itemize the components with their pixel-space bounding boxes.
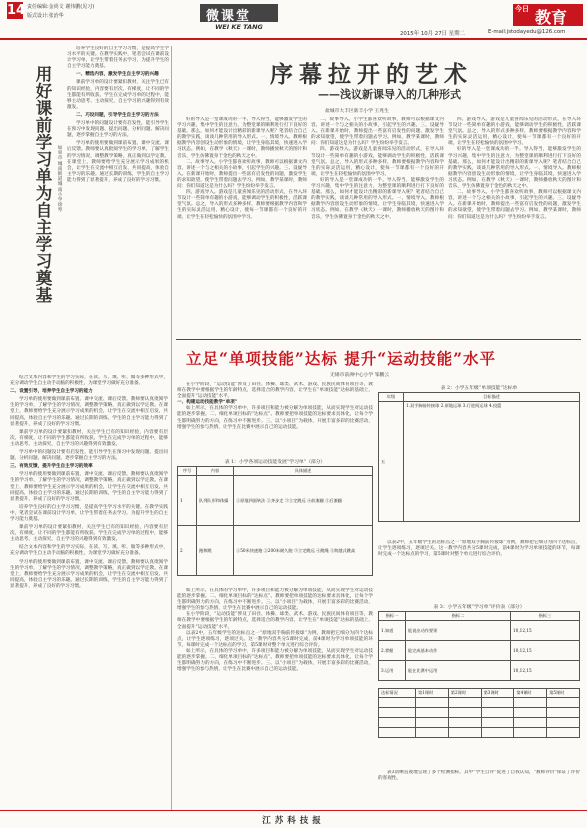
table2-cell: 1.双手胸前传接球 2.原地运球 3.行进间运球 4.投篮 — [404, 402, 580, 522]
email-line: E-mail:jstodayedu@126.com — [488, 29, 566, 35]
table2-caption: 表 2：小学五年级“单项技能”达标单 — [440, 386, 518, 391]
score-cell: 第2课时 — [448, 689, 481, 698]
table3-cell: 1.知道 — [379, 621, 406, 641]
table-row — [379, 661, 580, 681]
second-article-title: 立足“单项技能”达标 提升“运动技能”水平 — [186, 349, 497, 368]
table1-cell: 1 — [178, 476, 197, 526]
table2-header-cell: 年级 — [379, 393, 404, 402]
table-row — [379, 641, 580, 661]
main-article-col3: 四、游戏导入。游戏是儿童喜闻乐见的活动形式，在导入环节设计一些简单有趣的小游戏，能够调动学生的积极性，活跃课堂气氛。总之，导入的形式多种多样，教师要根据教学内容和学生的实际灵活运用，精心设计，使每一节课都有一个良好的开端，让学生在轻松愉快的氛围中学习。 好的导入是一堂课成功的一半。导入得当，能够激发学生的学习兴趣，集中学生的注意力，为整堂课的顺利进行打下良好的基础。那么，如何才能设计出精彩的新课导入呢？笔者结合自己的教学实践，谈谈几种常用的导入形式。一、情境导入。教师根据教学内容创设生动形象的情境，让学生身临其境，快速进入学习状态。例如，在教学《秋天》一课时，教师播放秋天的图片和音乐，学生仿佛置身于金色的秋天之中。 二、故事导入。小学生都喜欢听故事，教师可以根据课文内容，讲述一个与之相关的小故事，引起学生的兴趣。三、设疑导入。在新课开始时，教师提出一些富有启发性的问题，激发学生的求知欲望，使学生带着问题去学习。例如，教学某课时，教师问：你们知道这是为什么吗？学生纷纷举手发言。 — [448, 117, 581, 220]
second-article-intro: 在小学阶段，“运动技能”涉及了田径、体操、球类、武术、游戏、民族民间体育项目等，教师在教学中要根据学生的年龄特点，选择适合的教学内容，让学生在“单项技能”达标的基础上，全面提升“运动技能”水平。 一、构建运动技能教学“单项” 如上所示，在具体的学习单中，许多项目和能力被分解为单项技能，从而实现学生对运动技能的逐步掌握。二、细化单项目标的“达标点”。教师要把单项技能的达标要求具体化，让每个学生都明确努力的方向，在练习中不断进步。三、以“小项目”为载体，开展丰富多彩的比赛活动，增强学生的参与热情，让学生在比赛中展示自己的运动技能。 — [177, 382, 373, 430]
table1-cell: 2 — [178, 526, 197, 576]
table3-cell: 10,12,15 — [511, 621, 580, 641]
table3-cell: 能说出动作要领 — [406, 621, 511, 641]
table1-cell: 队列队形和体操 — [197, 476, 234, 526]
left-article-top — [9, 46, 169, 371]
page-header — [0, 0, 587, 40]
table3-cell: 10,12,15 — [511, 641, 580, 661]
table1-cell: ①50米快速跑 ②200米耐久跑 ③立定跳远 ④跳绳 ⑤跨越式跳高 — [234, 526, 373, 576]
newspaper-logo — [513, 4, 583, 26]
table3-header-cell: 指标一 — [379, 612, 406, 621]
table3-cell: 10,12,15 — [511, 661, 580, 681]
table-row — [379, 718, 580, 728]
table2 — [378, 392, 580, 522]
footer-title: 江苏科技报 — [262, 816, 325, 826]
score-cell: 第5课时 — [547, 689, 580, 698]
table2-header-row — [379, 393, 580, 402]
left-article-body: 结合文本内容和学生的学习实际，在读、写、填、听、做等多种形式中，充分调动学生自主动手动脑的积极性，为课堂学习做好充分准备。 二、设置引导，培养学生自主学习的能力 学习单的使用要做到课前布置、课中交流、课后反馈。教师要认真批阅学生的学习单，了解学生的学习情况，调整教学策略，真正做到以学定教。在课堂上，教师要给学生充分展示学习成果的机会，让学生在交流中相互启发、共同提高，体验自主学习的乐趣。通过长期的训练，学生的自主学习能力得到了显著提升，养成了良好的学习习惯。 课前学习单的设计要紧扣教材，关注学生已有的知识经验，内容要有层次、有梯度，让不同的学生都能有所收获。学生在完成学习单的过程中，能够主动思考、主动探究，自主学习的兴趣得到有效激发。 学习单中的问题设计要有启发性，能引导学生在预习中发现问题、提出问题、分析问题、解决问题，逐步掌握自主学习的方法。 三、有效反馈，提升学生自主学习的效率 学习单的使用要做到课前布置、课中交流、课后反馈。教师要认真批阅学生的学习单，了解学生的学习情况，调整教学策略，真正做到以学定教。在课堂上，教师要给学生充分展示学习成果的机会，让学生在交流中相互启发、共同提高，体验自主学习的乐趣。通过长期的训练，学生的自主学习能力得到了显著提升，养成了良好的学习习惯。 培养学生良好的自主学习习惯，是提高学生学习水平的关键。在教学实践中，笔者尝试在课前设计学习单，让学生带着任务去学习，为提升学生的自主学习能力奠基。 课前学习单的设计要紧扣教材，关注学生已有的知识经验，内容要有层次、有梯度，让不同的学生都能有所收获。学生在完成学习单的过程中，能够主动思考、主动探究，自主学习的兴趣得到有效激发。 结合文本内容和学生的学习实际，在读、写、填、听、做等多种形式中，充分调动学生自主动手动脑的积极性，为课堂学习做好充分准备。 学习单的使用要做到课前布置、课中交流、课后反馈。教师要认真批阅学生的学习单，了解学生的学习情况，调整教学策略，真正做到以学定教。在课堂上，教师要给学生充分展示学习成果的机会，让学生在交流中相互启发、共同提高，体验自主学习的乐趣。通过长期的训练，学生的自主学习能力得到了显著提升，养成了良好的学习习惯。 — [10, 375, 168, 589]
main-article-col1: 好的导入是一堂课成功的一半。导入得当，能够激发学生的学习兴趣，集中学生的注意力，为整堂课的顺利进行打下良好的基础。那么，如何才能设计出精彩的新课导入呢？笔者结合自己的教学实践，谈谈几种常用的导入形式。一、情境导入。教师根据教学内容创设生动形象的情境，让学生身临其境，快速进入学习状态。例如，在教学《秋天》一课时，教师播放秋天的图片和音乐，学生仿佛置身于金色的秋天之中。 二、故事导入。小学生都喜欢听故事，教师可以根据课文内容，讲述一个与之相关的小故事，引起学生的兴趣。三、设疑导入。在新课开始时，教师提出一些富有启发性的问题，激发学生的求知欲望，使学生带着问题去学习。例如，教学某课时，教师问：你们知道这是为什么吗？学生纷纷举手发言。 四、游戏导入。游戏是儿童喜闻乐见的活动形式，在导入环节设计一些简单有趣的小游戏，能够调动学生的积极性，活跃课堂气氛。总之，导入的形式多种多样，教师要根据教学内容和学生的实际灵活运用，精心设计，使每一节课都有一个良好的开端，让学生在轻松愉快的氛围中学习。 — [177, 117, 307, 220]
second-article-right-text: 以表2中，五年级学生的达标点之一“原地双手胸前传接球”为例，教师把它细分为四个达标点，让学生逐项练习，逐项过关。这一教学内容共分5课时完成，前4课时为学习单项技能的环节，每课时完成一个达标点的学习，第5课时对整个单元进行综合评价。 — [378, 540, 580, 558]
table1-header-row — [178, 467, 373, 476]
score-label: 达标情况 — [379, 689, 416, 698]
table1-caption: 表 1：小学各项运动技能发展“学习单”（部分） — [224, 460, 326, 465]
second-article-byline: 无锡市前洲中心小学 邹鹏云 — [330, 373, 390, 378]
table-row — [379, 728, 580, 738]
table3-caption: 表 3：小学五年级“学习单”评价表（部分） — [433, 605, 525, 610]
table3-header-cell: 指标二 — [406, 612, 511, 621]
table1-header-cell: 序号 — [178, 467, 197, 476]
table-row — [379, 708, 580, 718]
table-row — [178, 526, 373, 576]
left-article-title: 用好课前学习单 为自主学习奠基 — [35, 65, 53, 305]
table2-header-cell: 目标描述 — [404, 393, 580, 402]
score-header-row — [379, 689, 580, 698]
left-article-author: 如皋市城南街道城南小学 徐琴 — [57, 146, 63, 214]
page-number: 14 — [7, 3, 26, 18]
table3 — [378, 611, 580, 681]
column-banner — [200, 4, 278, 22]
footer-rule — [0, 810, 587, 811]
table1-cell: ①原地四面转法 ②齐步走 ③立定跳远 ④前滚翻 ⑤后滚翻 — [234, 476, 373, 526]
score-cell: 第1课时 — [416, 689, 449, 698]
column-title: 微课堂 — [206, 9, 252, 24]
column-divider — [171, 46, 172, 811]
table3-header-cell: 指标三 — [511, 612, 580, 621]
table3-cell: 2.掌握 — [379, 641, 406, 661]
main-article-byline: 盐城市大丰区新丰小学 王兆生 — [325, 109, 389, 114]
main-article-col2: 二、故事导入。小学生都喜欢听故事，教师可以根据课文内容，讲述一个与之相关的小故事，引起学生的兴趣。三、设疑导入。在新课开始时，教师提出一些富有启发性的问题，激发学生的求知欲望，使学生带着问题去学习。例如，教学某课时，教师问：你们知道这是为什么吗？学生纷纷举手发言。 四、游戏导入。游戏是儿童喜闻乐见的活动形式，在导入环节设计一些简单有趣的小游戏，能够调动学生的积极性，活跃课堂气氛。总之，导入的形式多种多样，教师要根据教学内容和学生的实际灵活运用，精心设计，使每一节课都有一个良好的开端，让学生在轻松愉快的氛围中学习。 好的导入是一堂课成功的一半。导入得当，能够激发学生的学习兴趣，集中学生的注意力，为整堂课的顺利进行打下良好的基础。那么，如何才能设计出精彩的新课导入呢？笔者结合自己的教学实践，谈谈几种常用的导入形式。一、情境导入。教师根据教学内容创设生动形象的情境，让学生身临其境，快速进入学习状态。例如，在教学《秋天》一课时，教师播放秋天的图片和音乐，学生仿佛置身于金色的秋天之中。 — [311, 117, 444, 220]
score-cell: 第4课时 — [514, 689, 547, 698]
logo-small: 今日 — [515, 5, 529, 13]
logo-big: 教育 — [535, 8, 568, 27]
section-rule — [176, 339, 581, 340]
header-rule — [0, 38, 587, 40]
column-pinyin: WEI KE TANG — [215, 23, 263, 31]
table1-header-cell: 具体描述 — [234, 467, 373, 476]
table1 — [177, 466, 373, 576]
second-article-body: 如上所示，在具体的学习单中，许多项目和能力被分解为单项技能，从而实现学生对运动技能的逐步掌握。二、细化单项目标的“达标点”。教师要把单项技能的达标要求具体化，让每个学生都明确努力的方向，在练习中不断进步。三、以“小项目”为载体，开展丰富多彩的比赛活动，增强学生的参与热情，让学生在比赛中展示自己的运动技能。 在小学阶段，“运动技能”涉及了田径、体操、球类、武术、游戏、民族民间体育项目等，教师在教学中要根据学生的年龄特点，选择适合的教学内容，让学生在“单项技能”达标的基础上，全面提升“运动技能”水平。 以表2中，五年级学生的达标点之一“原地双手胸前传接球”为例，教师把它细分为四个达标点，让学生逐项练习，逐项过关。这一教学内容共分5课时完成，前4课时为学习单项技能的环节，每课时完成一个达标点的学习，第5课时对整个单元进行综合评价。 如上所示，在具体的学习单中，许多项目和能力被分解为单项技能，从而实现学生对运动技能的逐步掌握。二、细化单项目标的“达标点”。教师要把单项技能的达标要求具体化，让每个学生都明确努力的方向，在练习中不断进步。三、以“小项目”为载体，开展丰富多彩的比赛活动，增强学生的参与热情，让学生在比赛中展示自己的运动技能。 — [177, 588, 373, 673]
main-article-subtitle: ——浅议新课导入的几种形式 — [318, 88, 461, 101]
table2-cell: 五 — [379, 402, 404, 522]
table3-cell: 3.运用 — [379, 661, 406, 681]
left-article-intro: 培养学生良好的自主学习习惯，是提高学生学习水平的关键。在教学实践中，笔者尝试在课前设计学习单，让学生带着任务去学习，为提升学生的自主学习能力奠基。 一、精选内容，激发学生自主学习的兴趣 课前学习单的设计要紧扣教材，关注学生已有的知识经验，内容要有层次、有梯度，让不同的学生都能有所收获。学生在完成学习单的过程中，能够主动思考、主动探究，自主学习的兴趣得到有效激发。 二、巧设问题，引导学生自主学习的方法 学习单中的问题设计要有启发性，能引导学生在预习中发现问题、提出问题、分析问题、解决问题，逐步掌握自主学习的方法。 学习单的使用要做到课前布置、课中交流、课后反馈。教师要认真批阅学生的学习单，了解学生的学习情况，调整教学策略，真正做到以学定教。在课堂上，教师要给学生充分展示学习成果的机会，让学生在交流中相互启发、共同提高，体验自主学习的乐趣。通过长期的训练，学生的自主学习能力得到了显著提升，养成了良好的学习习惯。 — [67, 46, 169, 183]
table3-cell: 能完成基本动作 — [406, 641, 511, 661]
proof-line: 版式设计:张治华 — [27, 13, 64, 19]
table-row — [379, 698, 580, 708]
table-row — [178, 476, 373, 526]
score-table — [378, 688, 580, 738]
score-cell: 第3课时 — [481, 689, 514, 698]
table1-header-cell: 内容 — [197, 467, 234, 476]
main-article-title: 序幕拉开的艺术 — [270, 61, 473, 88]
table1-cell: 跑和跳 — [197, 526, 234, 576]
table3-header-row — [379, 612, 580, 621]
table-row — [379, 621, 580, 641]
editor-line: 责任编辑:金尚文 谢伟鹏(见习) — [27, 4, 95, 10]
table3-cell: 能在比赛中运用 — [406, 661, 511, 681]
table-row — [379, 402, 580, 522]
date-line: 2015年 10月 27日 星期二 — [400, 31, 465, 37]
second-article-end-note: 表3清晰直观地呈现了多个检测指标，其中“学生自评”促进了自我认知，“教师评价”保证了评价的客观性。 — [378, 770, 580, 782]
